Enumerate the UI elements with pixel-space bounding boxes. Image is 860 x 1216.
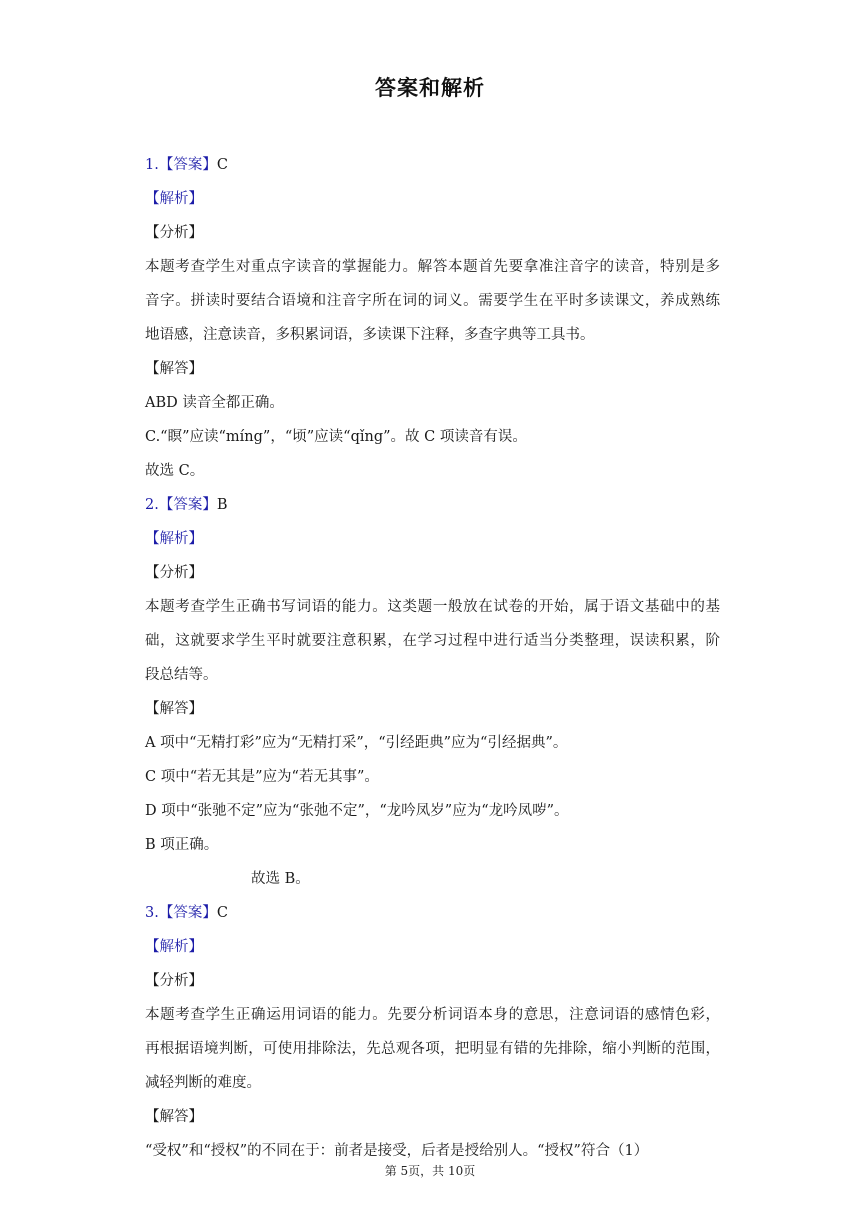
q3-analysis-line: 再根据语境判断，可使用排除法，先总观各项，把明显有错的先排除，缩小判断的范围， [145, 1041, 720, 1057]
page-footer: 第 5页，共 10页 [384, 1164, 476, 1178]
q2-fenxi-label: 【分析】 [145, 565, 203, 581]
q1-jieda-label: 【解答】 [145, 361, 203, 377]
q2-analysis-line: 段总结等。 [145, 667, 218, 683]
q2-analysis [145, 590, 720, 692]
q2-analysis-line: 本题考查学生正确书写词语的能力。这类题一般放在试卷的开始，属于语文基础中的基 [145, 599, 720, 615]
q2-solution-line: D 项中“张驰不定”应为“张弛不定”，“龙吟凤岁”应为“龙吟凤哕”。 [145, 803, 569, 819]
q2-jiexi-label: 【解析】 [145, 531, 203, 547]
answer-content [145, 148, 720, 1168]
q1-analysis [145, 250, 720, 352]
q3-analysis [145, 998, 720, 1100]
q2-solution-line: A 项中“无精打彩”应为“无精打采”，“引经距典”应为“引经据典”。 [145, 735, 568, 751]
q1-answer-label: 1.【答案】 [145, 157, 217, 173]
q1-solution-line: 故选 C。 [145, 463, 205, 479]
q1-solution-line: ABD 读音全都正确。 [145, 395, 284, 411]
q3-fenxi-label: 【分析】 [145, 973, 203, 989]
q2-solution-line: C 项中“若无其是”应为“若无其事”。 [145, 769, 379, 785]
q1-analysis-line: 音字。拼读时要结合语境和注音字所在词的词义。需要学生在平时多读课文，养成熟练 [145, 293, 720, 309]
q3-jiexi-label: 【解析】 [145, 939, 203, 955]
q1-analysis-line: 本题考查学生对重点字读音的掌握能力。解答本题首先要拿准注音字的读音，特别是多 [145, 259, 720, 275]
page-title: 答案和解析 [375, 76, 485, 100]
q1-solution-line: C.“瞑”应读“míng”，“顷”应读“qǐng”。故 C 项读音有误。 [145, 429, 527, 445]
q2-analysis-line: 础，这就要求学生平时就要注意积累，在学习过程中进行适当分类整理，误读积累，阶 [145, 633, 720, 649]
q2-jieda-label: 【解答】 [145, 701, 203, 717]
q3-analysis-line: 减轻判断的难度。 [145, 1075, 261, 1091]
q2-answer-label: 2.【答案】 [145, 497, 217, 513]
q1-fenxi-label: 【分析】 [145, 225, 203, 241]
q3-answer-label: 3.【答案】 [145, 905, 217, 921]
q3-solution-line: “受权”和“授权”的不同在于：前者是接受，后者是授给别人。“授权”符合（1） [145, 1143, 649, 1159]
q2-choose-line: 故选 B。 [251, 871, 310, 887]
q1-answer-value: C [216, 157, 228, 173]
q2-answer-line [145, 488, 720, 522]
q3-answer-value: C [216, 905, 228, 921]
q3-analysis-line: 本题考查学生正确运用词语的能力。先要分析词语本身的意思，注意词语的感情色彩， [145, 1007, 720, 1023]
q3-jieda-label: 【解答】 [145, 1109, 203, 1125]
q2-solution-line: B 项正确。 [145, 837, 219, 853]
q1-analysis-line: 地语感，注意读音，多积累词语，多读课下注释，多查字典等工具书。 [145, 327, 595, 343]
q1-jiexi-label: 【解析】 [145, 191, 203, 207]
q1-answer-line [145, 148, 720, 182]
q3-answer-line [145, 896, 720, 930]
q2-answer-value: B [216, 497, 228, 513]
